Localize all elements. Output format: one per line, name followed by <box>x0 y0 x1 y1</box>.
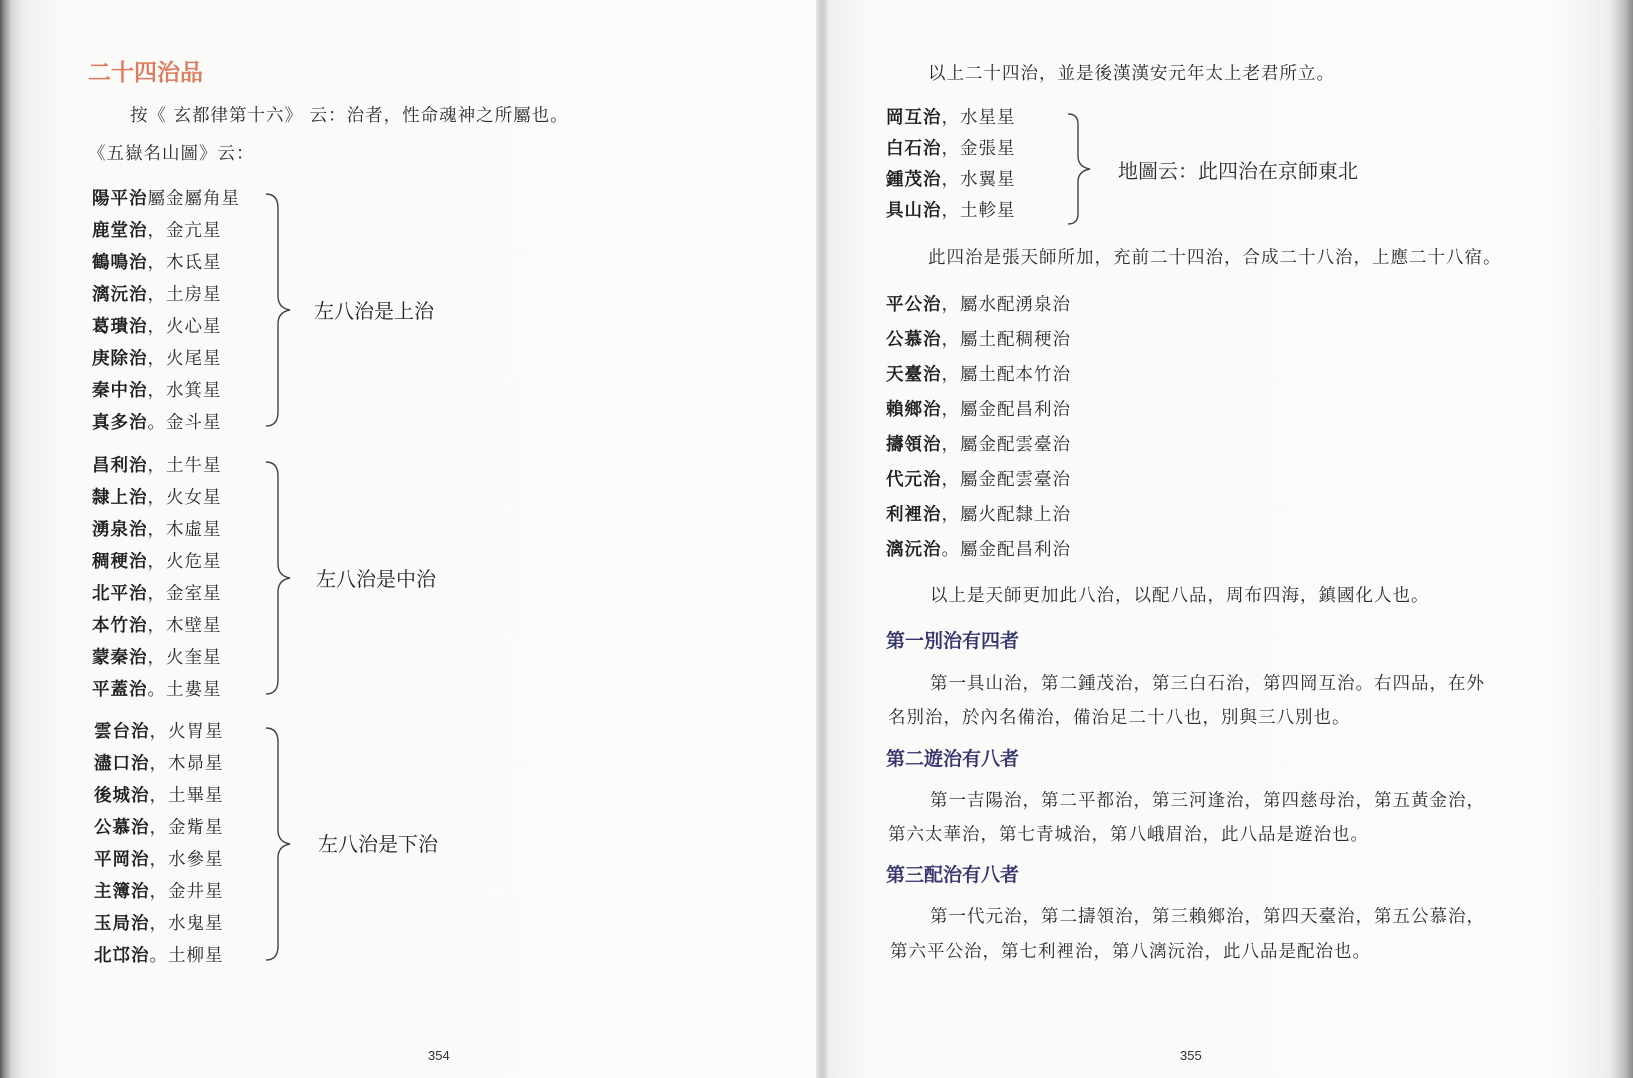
section-heading: 第二遊治有八者 <box>886 748 1020 770</box>
section-heading: 第一別治有四者 <box>886 630 1020 652</box>
section-text-line: 第一具山治，第二鍾茂治，第三白石治，第四岡互治。右四品，在外 <box>930 674 1485 694</box>
list-item: 秦中治，水箕星 <box>92 381 222 401</box>
list-item: 玉局治，水鬼星 <box>94 914 224 934</box>
list-item: 平岡治，水參星 <box>94 850 224 870</box>
list-item: 天臺治，屬土配本竹治 <box>886 365 1071 385</box>
group-label-middle: 左八治是中治 <box>316 567 436 591</box>
list-item: 公慕治，屬土配稠稉治 <box>886 330 1071 350</box>
list-item: 本竹治，木壁星 <box>92 616 222 636</box>
list-item: 具山治，土軫星 <box>886 201 1016 221</box>
list-item: 漓沅治。屬金配昌利治 <box>886 540 1071 560</box>
list-item: 陽平治屬金屬角星 <box>92 189 240 209</box>
chapter-title: 二十四治品 <box>88 60 203 86</box>
section-text-line: 第六平公治，第七利裡治，第八漓沅治，此八品是配治也。 <box>890 942 1371 962</box>
intro-line-2: 《五嶽名山圖》云： <box>88 144 255 164</box>
list-item: 北平治，金室星 <box>92 584 222 604</box>
list-item: 葛璝治，火心星 <box>92 317 222 337</box>
list-item: 岡互治，水星星 <box>886 108 1016 128</box>
section-text-line: 第一吉陽治，第二平都治，第三河逢治，第四慈母治，第五黃金治， <box>930 791 1485 811</box>
opening-line: 以上二十四治，並是後漢漢安元年太上老君所立。 <box>928 64 1335 84</box>
brace-upper <box>262 192 296 430</box>
list-item: 後城治，土畢星 <box>94 786 224 806</box>
page-number-left: 354 <box>428 1048 450 1063</box>
list-item: 鹿堂治，金亢星 <box>92 221 222 241</box>
list-item: 白石治，金張星 <box>886 139 1016 159</box>
list-item: 濜口治，木昴星 <box>94 754 224 774</box>
list-item: 稠稉治，火危星 <box>92 552 222 572</box>
list-item: 主簿治，金井星 <box>94 882 224 902</box>
paragraph-eight: 以上是天師更加此八治，以配八品，周布四海，鎮國化人也。 <box>930 586 1430 606</box>
brace-middle <box>262 460 296 698</box>
list-item: 昌利治，土牛星 <box>92 456 222 476</box>
section-text-line: 第一代元治，第二擣領治，第三賴鄉治，第四天臺治，第五公慕治， <box>930 907 1485 927</box>
right-page <box>828 0 1633 1078</box>
list-item: 隸上治，火女星 <box>92 488 222 508</box>
list-item: 庚除治，火尾星 <box>92 349 222 369</box>
list-item: 擣領治，屬金配雲臺治 <box>886 435 1071 455</box>
list-item: 鍾茂治，水翼星 <box>886 170 1016 190</box>
group-label-lower: 左八治是下治 <box>318 832 438 856</box>
list-item: 雲台治，火胃星 <box>94 722 224 742</box>
intro-line-1: 按《 玄都律第十六》 云：治者，性命魂神之所屬也。 <box>130 106 569 126</box>
list-item: 利裡治，屬火配隸上治 <box>886 505 1071 525</box>
list-item: 平蓋治。土婁星 <box>92 680 222 700</box>
list-item: 賴鄉治，屬金配昌利治 <box>886 400 1071 420</box>
group-label-upper: 左八治是上治 <box>314 299 434 323</box>
brace-northeast <box>1066 112 1100 228</box>
list-item: 平公治，屬水配湧泉治 <box>886 295 1071 315</box>
section-text-line: 名別治，於內名備治，備治足二十八也，別與三八別也。 <box>888 708 1351 728</box>
list-item: 公慕治，金觜星 <box>94 818 224 838</box>
page-number-right: 355 <box>1180 1048 1202 1063</box>
section-text-line: 第六太華治，第七青城治，第八峨眉治，此八品是遊治也。 <box>888 825 1369 845</box>
book-gutter <box>816 0 828 1078</box>
section-heading: 第三配治有八者 <box>886 864 1020 886</box>
paragraph-added: 此四治是張天師所加，充前二十四治，合成二十八治，上應二十八宿。 <box>928 248 1502 268</box>
list-item: 真多治。金斗星 <box>92 413 222 433</box>
list-item: 湧泉治，木虛星 <box>92 520 222 540</box>
list-item: 代元治，屬金配雲臺治 <box>886 470 1071 490</box>
left-page <box>0 0 816 1078</box>
group-label-northeast: 地圖云：此四治在京師東北 <box>1118 159 1358 183</box>
brace-lower <box>262 726 296 964</box>
list-item: 蒙秦治，火奎星 <box>92 648 222 668</box>
list-item: 北邙治。土柳星 <box>94 946 224 966</box>
list-item: 鶴鳴治，木氐星 <box>92 253 222 273</box>
list-item: 漓沅治，土房星 <box>92 285 222 305</box>
